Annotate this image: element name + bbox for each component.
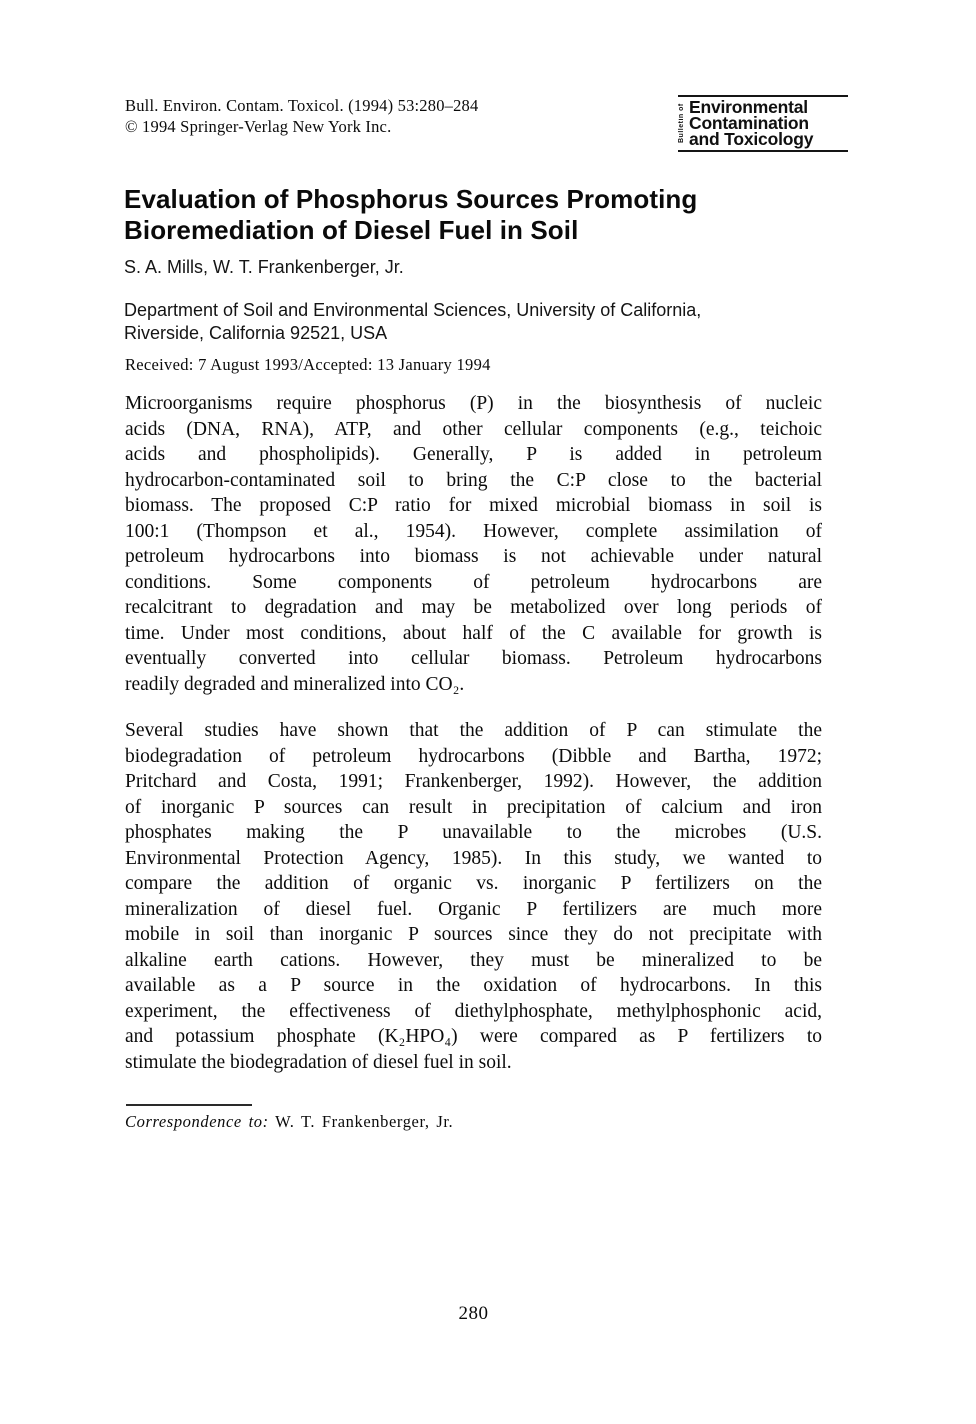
text-line: eventually converted into cellular biomass. Petroleum hydrocarbons — [125, 648, 822, 669]
text-line: and Toxicology — [689, 129, 814, 149]
copyright-line: © 1994 Springer-Verlag New York Inc. — [125, 117, 392, 136]
text-line: alkaline earth cations. However, they must be mineralized to be — [125, 949, 822, 971]
text-line: mobile in soil than inorganic P sources since they do not precipitate with — [125, 924, 822, 945]
text-line: conditions. Some components of petroleum hydrocarbons are — [125, 571, 822, 593]
text-line: biomass. The proposed C:P ratio for mixed microbial biomass in soil is — [125, 495, 822, 516]
footnote-divider — [126, 1104, 252, 1106]
text-line: Riverside, California 92521, USA — [124, 323, 388, 343]
correspondence-name: W. T. Frankenberger, Jr. — [268, 1112, 454, 1131]
text-line: phosphates making the P unavailable to the microbes (U.S. — [125, 822, 822, 843]
text-line: experiment, the effectiveness of diethylphosphate, methylphosphonic acid, — [125, 1000, 822, 1022]
journal-logo-vertical-text: Bulletin of — [678, 103, 685, 143]
text-line: acids (DNA, RNA), ATP, and other cellular components (e.g., teichoic — [125, 418, 822, 440]
text-line: Pritchard and Costa, 1991; Frankenberger, 1992). However, the addition — [125, 771, 822, 792]
text-line: acids and phospholipids). Generally, P is added in petroleum — [125, 444, 822, 465]
correspondence-label: Correspondence to: — [125, 1112, 269, 1131]
text-line: hydrocarbon-contaminated soil to bring the C:P close to the bacterial — [125, 469, 822, 491]
text-line: Environmental Protection Agency, 1985). In this study, we wanted to — [125, 847, 822, 869]
text-line: stimulate the biodegradation of diesel fuel in soil. — [125, 1051, 512, 1073]
text-line: 100:1 (Thompson et al., 1954). However, complete assimilation of — [125, 520, 822, 542]
paper-title — [124, 184, 697, 246]
text-line: biodegradation of petroleum hydrocarbons (Dibble and Bartha, 1972; — [125, 745, 822, 767]
text-line: and potassium phosphate (K₂HPO₄) were compared as P fertilizers to — [125, 1026, 822, 1047]
journal-logo — [678, 95, 848, 152]
text-line: Environmental — [689, 97, 808, 117]
paragraph-2 — [125, 718, 822, 1075]
received-accepted-line: Received: 7 August 1993/Accepted: 13 January 1994 — [125, 355, 491, 374]
affiliation — [124, 299, 701, 345]
text-line: Contamination — [689, 113, 809, 133]
paragraph-1 — [125, 391, 822, 697]
text-line: Evaluation of Phosphorus Sources Promoting — [124, 184, 698, 214]
text-line: compare the addition of organic vs. inorganic P fertilizers on the — [125, 873, 822, 894]
correspondence-footnote — [125, 1112, 453, 1132]
text-line: time. Under most conditions, about half of the C available for growth is — [125, 622, 822, 644]
text-line: petroleum hydrocarbons into biomass is not achievable under natural — [125, 546, 822, 567]
text-line: Microorganisms require phosphorus (P) in the biosynthesis of nucleic — [125, 393, 822, 414]
text-line: of inorganic P sources can result in precipitation of calcium and iron — [125, 796, 822, 818]
text-line: recalcitrant to degradation and may be metabolized over long periods of — [125, 597, 822, 618]
text-line: Department of Soil and Environmental Sciences, University of California, — [124, 300, 702, 320]
text-line: readily degraded and mineralized into CO₂. — [125, 673, 465, 695]
journal-reference — [125, 95, 478, 137]
text-line: Several studies have shown that the addition of P can stimulate the — [125, 720, 822, 741]
text-line: Bioremediation of Diesel Fuel in Soil — [124, 215, 579, 245]
text-line: mineralization of diesel fuel. Organic P fertilizers are much more — [125, 898, 822, 920]
authors: S. A. Mills, W. T. Frankenberger, Jr. — [124, 257, 404, 277]
page-number: 280 — [458, 1303, 489, 1324]
journal-citation: Bull. Environ. Contam. Toxicol. (1994) 53:280–284 — [125, 96, 479, 115]
journal-logo-title — [689, 99, 813, 147]
text-line: available as a P source in the oxidation of hydrocarbons. In this — [125, 975, 822, 996]
